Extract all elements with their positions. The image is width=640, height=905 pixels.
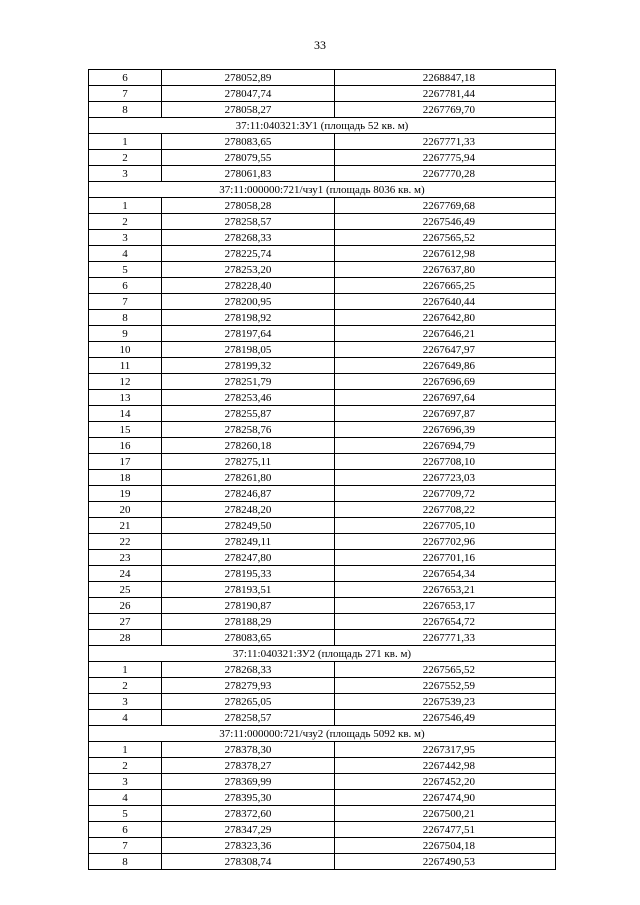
- table-row: [89, 758, 556, 774]
- table-row: [89, 342, 556, 358]
- table-row: [89, 598, 556, 614]
- section-heading: 37:11:000000:721/чзу1 (площадь 8036 кв. м): [89, 182, 556, 198]
- y-coordinate-cell: 2267701,16: [335, 550, 556, 566]
- point-number-cell: 3: [89, 166, 162, 182]
- table-row: [89, 486, 556, 502]
- section-heading-row: [89, 726, 556, 742]
- table-row: [89, 518, 556, 534]
- x-coordinate-cell: 278188,29: [162, 614, 335, 630]
- x-coordinate-cell: 278193,51: [162, 582, 335, 598]
- y-coordinate-cell: 2267653,17: [335, 598, 556, 614]
- y-coordinate-cell: 2267654,72: [335, 614, 556, 630]
- x-coordinate-cell: 278248,20: [162, 502, 335, 518]
- point-number-cell: 14: [89, 406, 162, 422]
- table-row: [89, 678, 556, 694]
- y-coordinate-cell: 2267697,64: [335, 390, 556, 406]
- x-coordinate-cell: 278378,30: [162, 742, 335, 758]
- table-row: [89, 630, 556, 646]
- y-coordinate-cell: 2267546,49: [335, 214, 556, 230]
- table-row: [89, 150, 556, 166]
- y-coordinate-cell: 2268847,18: [335, 70, 556, 86]
- y-coordinate-cell: 2267637,80: [335, 262, 556, 278]
- y-coordinate-cell: 2267696,69: [335, 374, 556, 390]
- x-coordinate-cell: 278200,95: [162, 294, 335, 310]
- x-coordinate-cell: 278249,11: [162, 534, 335, 550]
- point-number-cell: 10: [89, 342, 162, 358]
- point-number-cell: 28: [89, 630, 162, 646]
- x-coordinate-cell: 278308,74: [162, 854, 335, 870]
- table-row: [89, 294, 556, 310]
- y-coordinate-cell: 2267552,59: [335, 678, 556, 694]
- section-heading-row: [89, 646, 556, 662]
- y-coordinate-cell: 2267649,86: [335, 358, 556, 374]
- table-row: [89, 70, 556, 86]
- y-coordinate-cell: 2267769,68: [335, 198, 556, 214]
- x-coordinate-cell: 278083,65: [162, 630, 335, 646]
- point-number-cell: 23: [89, 550, 162, 566]
- x-coordinate-cell: 278261,80: [162, 470, 335, 486]
- table-row: [89, 278, 556, 294]
- y-coordinate-cell: 2267708,22: [335, 502, 556, 518]
- section-heading: 37:11:000000:721/чзу2 (площадь 5092 кв. м): [89, 726, 556, 742]
- x-coordinate-cell: 278198,92: [162, 310, 335, 326]
- table-row: [89, 582, 556, 598]
- x-coordinate-cell: 278225,74: [162, 246, 335, 262]
- page-number: 33: [314, 38, 326, 52]
- x-coordinate-cell: 278058,27: [162, 102, 335, 118]
- table-row: [89, 838, 556, 854]
- x-coordinate-cell: 278228,40: [162, 278, 335, 294]
- table-row: [89, 662, 556, 678]
- coordinates-table-body: [89, 70, 556, 870]
- point-number-cell: 1: [89, 134, 162, 150]
- x-coordinate-cell: 278047,74: [162, 86, 335, 102]
- coordinates-table: [88, 69, 556, 870]
- point-number-cell: 1: [89, 662, 162, 678]
- y-coordinate-cell: 2267546,49: [335, 710, 556, 726]
- point-number-cell: 5: [89, 262, 162, 278]
- point-number-cell: 6: [89, 278, 162, 294]
- x-coordinate-cell: 278052,89: [162, 70, 335, 86]
- x-coordinate-cell: 278253,20: [162, 262, 335, 278]
- x-coordinate-cell: 278258,57: [162, 710, 335, 726]
- x-coordinate-cell: 278079,55: [162, 150, 335, 166]
- table-row: [89, 822, 556, 838]
- x-coordinate-cell: 278197,64: [162, 326, 335, 342]
- y-coordinate-cell: 2267452,20: [335, 774, 556, 790]
- point-number-cell: 24: [89, 566, 162, 582]
- x-coordinate-cell: 278268,33: [162, 230, 335, 246]
- y-coordinate-cell: 2267539,23: [335, 694, 556, 710]
- x-coordinate-cell: 278323,36: [162, 838, 335, 854]
- x-coordinate-cell: 278249,50: [162, 518, 335, 534]
- point-number-cell: 2: [89, 678, 162, 694]
- point-number-cell: 25: [89, 582, 162, 598]
- table-row: [89, 614, 556, 630]
- y-coordinate-cell: 2267705,10: [335, 518, 556, 534]
- y-coordinate-cell: 2267490,53: [335, 854, 556, 870]
- y-coordinate-cell: 2267769,70: [335, 102, 556, 118]
- x-coordinate-cell: 278195,33: [162, 566, 335, 582]
- x-coordinate-cell: 278258,76: [162, 422, 335, 438]
- y-coordinate-cell: 2267665,25: [335, 278, 556, 294]
- table-row: [89, 406, 556, 422]
- y-coordinate-cell: 2267647,97: [335, 342, 556, 358]
- section-heading: 37:11:040321:ЗУ1 (площадь 52 кв. м): [89, 118, 556, 134]
- y-coordinate-cell: 2267612,98: [335, 246, 556, 262]
- table-row: [89, 134, 556, 150]
- table-row: [89, 438, 556, 454]
- table-row: [89, 374, 556, 390]
- section-heading-row: [89, 118, 556, 134]
- point-number-cell: 5: [89, 806, 162, 822]
- point-number-cell: 12: [89, 374, 162, 390]
- point-number-cell: 9: [89, 326, 162, 342]
- table-row: [89, 102, 556, 118]
- y-coordinate-cell: 2267770,28: [335, 166, 556, 182]
- y-coordinate-cell: 2267771,33: [335, 134, 556, 150]
- y-coordinate-cell: 2267565,52: [335, 662, 556, 678]
- point-number-cell: 4: [89, 710, 162, 726]
- point-number-cell: 16: [89, 438, 162, 454]
- x-coordinate-cell: 278268,33: [162, 662, 335, 678]
- point-number-cell: 8: [89, 854, 162, 870]
- point-number-cell: 22: [89, 534, 162, 550]
- point-number-cell: 2: [89, 758, 162, 774]
- y-coordinate-cell: 2267504,18: [335, 838, 556, 854]
- point-number-cell: 8: [89, 102, 162, 118]
- table-row: [89, 550, 556, 566]
- point-number-cell: 21: [89, 518, 162, 534]
- point-number-cell: 3: [89, 230, 162, 246]
- point-number-cell: 1: [89, 198, 162, 214]
- point-number-cell: 15: [89, 422, 162, 438]
- y-coordinate-cell: 2267565,52: [335, 230, 556, 246]
- point-number-cell: 4: [89, 790, 162, 806]
- section-heading-row: [89, 182, 556, 198]
- point-number-cell: 8: [89, 310, 162, 326]
- point-number-cell: 7: [89, 86, 162, 102]
- x-coordinate-cell: 278199,32: [162, 358, 335, 374]
- x-coordinate-cell: 278247,80: [162, 550, 335, 566]
- point-number-cell: 2: [89, 150, 162, 166]
- x-coordinate-cell: 278265,05: [162, 694, 335, 710]
- point-number-cell: 6: [89, 822, 162, 838]
- y-coordinate-cell: 2267477,51: [335, 822, 556, 838]
- table-row: [89, 742, 556, 758]
- point-number-cell: 19: [89, 486, 162, 502]
- x-coordinate-cell: 278395,30: [162, 790, 335, 806]
- x-coordinate-cell: 278258,57: [162, 214, 335, 230]
- point-number-cell: 2: [89, 214, 162, 230]
- x-coordinate-cell: 278246,87: [162, 486, 335, 502]
- table-row: [89, 358, 556, 374]
- table-row: [89, 198, 556, 214]
- x-coordinate-cell: 278198,05: [162, 342, 335, 358]
- x-coordinate-cell: 278058,28: [162, 198, 335, 214]
- x-coordinate-cell: 278260,18: [162, 438, 335, 454]
- table-row: [89, 262, 556, 278]
- table-row: [89, 710, 556, 726]
- point-number-cell: 13: [89, 390, 162, 406]
- y-coordinate-cell: 2267702,96: [335, 534, 556, 550]
- point-number-cell: 7: [89, 838, 162, 854]
- x-coordinate-cell: 278347,29: [162, 822, 335, 838]
- table-row: [89, 694, 556, 710]
- y-coordinate-cell: 2267474,90: [335, 790, 556, 806]
- table-row: [89, 534, 556, 550]
- x-coordinate-cell: 278378,27: [162, 758, 335, 774]
- y-coordinate-cell: 2267697,87: [335, 406, 556, 422]
- table-row: [89, 246, 556, 262]
- table-row: [89, 230, 556, 246]
- y-coordinate-cell: 2267781,44: [335, 86, 556, 102]
- table-row: [89, 774, 556, 790]
- x-coordinate-cell: 278372,60: [162, 806, 335, 822]
- table-row: [89, 86, 556, 102]
- y-coordinate-cell: 2267500,21: [335, 806, 556, 822]
- table-row: [89, 214, 556, 230]
- table-row: [89, 310, 556, 326]
- point-number-cell: 26: [89, 598, 162, 614]
- y-coordinate-cell: 2267708,10: [335, 454, 556, 470]
- table-row: [89, 390, 556, 406]
- table-row: [89, 790, 556, 806]
- table-row: [89, 806, 556, 822]
- point-number-cell: 3: [89, 774, 162, 790]
- point-number-cell: 6: [89, 70, 162, 86]
- x-coordinate-cell: 278275,11: [162, 454, 335, 470]
- y-coordinate-cell: 2267723,03: [335, 470, 556, 486]
- table-row: [89, 422, 556, 438]
- table-row: [89, 326, 556, 342]
- y-coordinate-cell: 2267640,44: [335, 294, 556, 310]
- y-coordinate-cell: 2267317,95: [335, 742, 556, 758]
- y-coordinate-cell: 2267709,72: [335, 486, 556, 502]
- table-row: [89, 470, 556, 486]
- table-row: [89, 854, 556, 870]
- point-number-cell: 1: [89, 742, 162, 758]
- y-coordinate-cell: 2267653,21: [335, 582, 556, 598]
- x-coordinate-cell: 278083,65: [162, 134, 335, 150]
- point-number-cell: 7: [89, 294, 162, 310]
- table-row: [89, 166, 556, 182]
- x-coordinate-cell: 278255,87: [162, 406, 335, 422]
- point-number-cell: 4: [89, 246, 162, 262]
- point-number-cell: 20: [89, 502, 162, 518]
- y-coordinate-cell: 2267696,39: [335, 422, 556, 438]
- y-coordinate-cell: 2267442,98: [335, 758, 556, 774]
- point-number-cell: 3: [89, 694, 162, 710]
- point-number-cell: 27: [89, 614, 162, 630]
- x-coordinate-cell: 278253,46: [162, 390, 335, 406]
- point-number-cell: 17: [89, 454, 162, 470]
- y-coordinate-cell: 2267654,34: [335, 566, 556, 582]
- x-coordinate-cell: 278369,99: [162, 774, 335, 790]
- x-coordinate-cell: 278061,83: [162, 166, 335, 182]
- x-coordinate-cell: 278279,93: [162, 678, 335, 694]
- y-coordinate-cell: 2267771,33: [335, 630, 556, 646]
- y-coordinate-cell: 2267642,80: [335, 310, 556, 326]
- y-coordinate-cell: 2267694,79: [335, 438, 556, 454]
- x-coordinate-cell: 278251,79: [162, 374, 335, 390]
- point-number-cell: 11: [89, 358, 162, 374]
- x-coordinate-cell: 278190,87: [162, 598, 335, 614]
- point-number-cell: 18: [89, 470, 162, 486]
- y-coordinate-cell: 2267646,21: [335, 326, 556, 342]
- section-heading: 37:11:040321:ЗУ2 (площадь 271 кв. м): [89, 646, 556, 662]
- table-row: [89, 566, 556, 582]
- y-coordinate-cell: 2267775,94: [335, 150, 556, 166]
- table-row: [89, 502, 556, 518]
- table-row: [89, 454, 556, 470]
